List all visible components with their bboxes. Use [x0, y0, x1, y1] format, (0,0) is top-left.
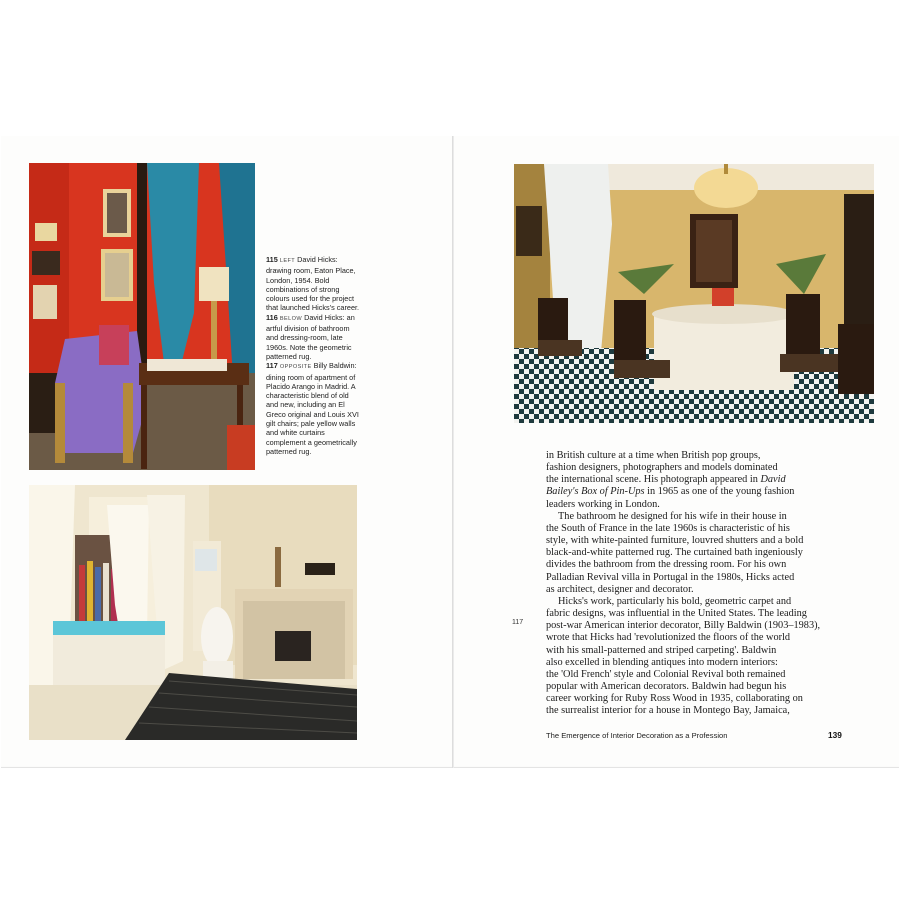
figure-reference-number: 117	[512, 619, 524, 626]
text-line: in British culture at a time when British pop groups,	[546, 450, 761, 461]
text-line: the South of France in the late 1960s is characteristic of his	[546, 522, 790, 534]
text-line: Hicks's work, particularly his bold, geometric carpet and	[558, 595, 792, 607]
caption-115: 115 LEFT David Hicks: drawing room, Eaton Place, London, 1954. Bold combinations of strong colours used for the project that launched Hicks's career.	[266, 255, 360, 313]
text-line: with his small-patterned and striped carpeting'. Baldwin	[546, 644, 777, 656]
bathroom-photo	[29, 485, 357, 740]
text-line: also excelled in blending antiques into modern interiors:	[546, 656, 778, 668]
text-line: fabric designs, was influential in the United States. The leading	[546, 608, 807, 620]
text-line: the international scene. His photograph appeared in David	[546, 474, 786, 486]
text-line: the 'Old French' style and Colonial Revival both remained	[546, 668, 786, 680]
text-line: popular with American decorators. Baldwin had begun his	[546, 680, 787, 692]
text-line: career working for Ruby Ross Wood in 1935, collaborating on	[546, 693, 803, 705]
book-gutter	[452, 136, 454, 768]
page-number: 139	[828, 730, 842, 740]
text-line: leaders working in London.	[546, 498, 660, 510]
body-text	[546, 450, 846, 717]
text-line: wrote that Hicks had 'revolutionized the floors of the world	[546, 632, 791, 644]
caption-117: 117 OPPOSITE Billy Baldwin: dining room of apartment of Placido Arango in Madrid. A characteristic blend of old and new, including an El Greco original and Louis XVI gilt chairs; pale yellow walls and white curtains complement a geometrically patterned rug.	[266, 361, 359, 456]
text-line: fashion designers, photographers and models dominated	[546, 462, 778, 474]
text-line: the surrealist interior for a house in Montego Bay, Jamaica,	[546, 705, 790, 717]
drawing-room-photo	[29, 163, 255, 470]
photo-captions	[266, 255, 362, 456]
text-line: Palladian Revival villa in Portugal in the 1980s, Hicks acted	[546, 571, 795, 583]
text-line: Bailey's Box of Pin-Ups in 1965 as one of the young fashion	[546, 486, 795, 498]
text-line: black-and-white patterned rug. The curtained bath ingeniously	[546, 547, 803, 559]
text-line: as architect, designer and decorator.	[546, 583, 694, 595]
text-line: post-war American interior decorator, Billy Baldwin (1903–1983),	[546, 620, 821, 632]
text-line: divides the bathroom from the dressing room. For his own	[546, 559, 787, 571]
caption-116: 116 BELOW David Hicks: an artful division of bathroom and dressing-room, late 1960s. Note the geometric patterned rug.	[266, 312, 355, 361]
running-head: The Emergence of Interior Decoration as a Profession	[546, 731, 728, 740]
text-line: style, with white-painted furniture, louvred shutters and a bold	[546, 535, 804, 547]
dining-room-photo	[514, 164, 874, 423]
text-line: The bathroom he designed for his wife in their house in	[558, 510, 787, 522]
